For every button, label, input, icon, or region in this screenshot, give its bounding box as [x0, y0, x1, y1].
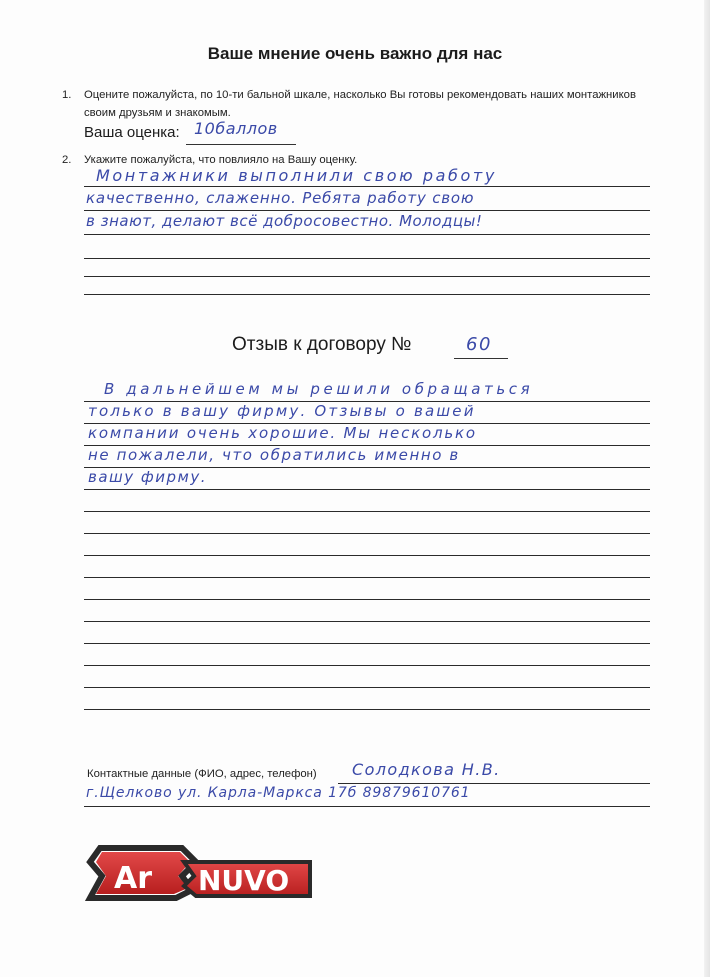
logo-mark — [84, 842, 318, 904]
review-line: только в вашу фирму. Отзывы о вашей — [88, 402, 476, 420]
review-rule — [84, 665, 650, 666]
company-logo — [84, 842, 318, 909]
contact-name: Солодкова Н.В. — [352, 760, 501, 779]
score-label: Ваша оценка: — [84, 124, 180, 141]
answer-line: в знают, делают всё добросовестно. Молодцы! — [86, 212, 483, 230]
contact-address-phone: г.Щелково ул. Карла-Маркса 17б 89879610761 — [86, 785, 471, 801]
answer-line: Монтажники выполнили свою работу — [96, 166, 497, 185]
answer-rule — [84, 276, 650, 277]
answer-line: качественно, слаженно. Ребята работу свою — [86, 189, 475, 207]
review-line: не пожалели, что обратились именно в — [88, 446, 460, 464]
review-rule — [84, 511, 650, 512]
logo-text-right: NUVO — [198, 864, 290, 897]
review-rule — [84, 577, 650, 578]
answer-rule — [84, 258, 650, 259]
review-rule — [84, 621, 650, 622]
review-line: В дальнейшем мы решили обращаться — [104, 380, 534, 398]
review-rule — [84, 643, 650, 644]
review-line: компании очень хорошие. Мы несколько — [88, 424, 477, 442]
question-2-text: Укажите пожалуйста, что повлияло на Вашу оценку. — [84, 154, 358, 166]
score-line — [186, 144, 296, 145]
scan-edge — [704, 0, 710, 977]
answer-rule — [84, 294, 650, 295]
logo-text-left: Ar — [114, 861, 153, 896]
question-2-number: 2. — [62, 154, 72, 166]
review-title: Отзыв к договору № — [232, 334, 412, 355]
review-rule — [84, 555, 650, 556]
form-title: Ваше мнение очень важно для нас — [207, 44, 503, 63]
review-rule — [84, 533, 650, 534]
review-rule — [84, 599, 650, 600]
question-1-text: Оцените пожалуйста, по 10-ти бальной шкале, насколько Вы готовы рекомендовать наших монтажников своим друзьям и знакомым. — [84, 89, 636, 119]
score-value: 10баллов — [194, 119, 278, 138]
contract-number-line — [454, 358, 508, 359]
contract-number: 60 — [466, 334, 492, 355]
question-1-number: 1. — [62, 89, 72, 101]
answer-rule — [84, 210, 650, 211]
review-line: вашу фирму. — [88, 468, 207, 486]
contacts-rule — [338, 783, 650, 784]
contacts-rule — [84, 806, 650, 807]
answer-rule — [84, 186, 650, 187]
answer-rule — [84, 234, 650, 235]
contacts-label: Контактные данные (ФИО, адрес, телефон) — [87, 768, 317, 780]
review-rule — [84, 709, 650, 710]
review-rule — [84, 489, 650, 490]
review-rule — [84, 687, 650, 688]
